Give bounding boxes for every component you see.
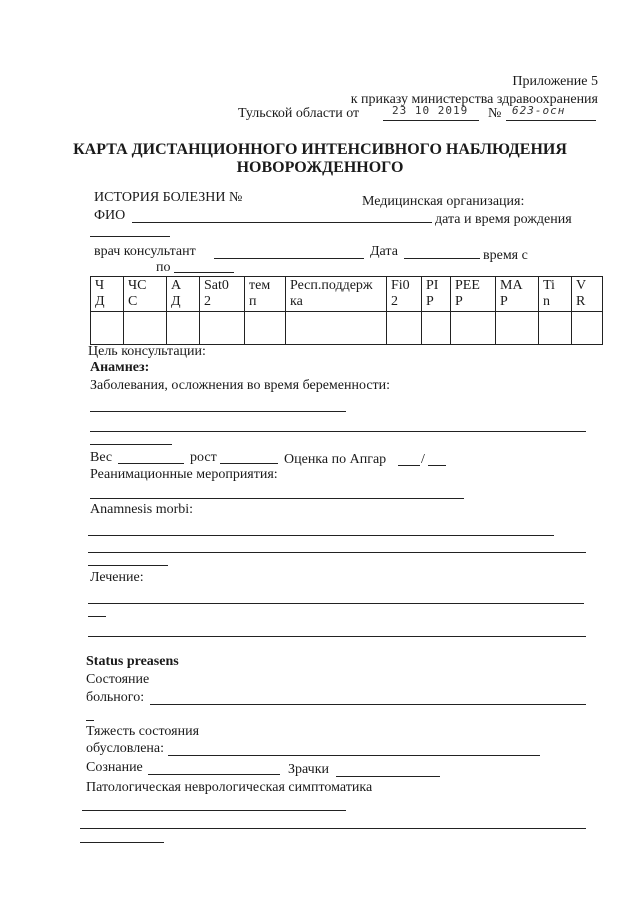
apgar-label: Оценка по Апгар: [284, 452, 387, 467]
vitals-value-cell[interactable]: [200, 312, 245, 345]
severity-label-1: Тяжесть состояния: [86, 724, 200, 739]
order-line: к приказу министерства здравоохранения: [350, 92, 598, 107]
consciousness-field[interactable]: [148, 774, 280, 775]
apgar-1min-field[interactable]: [398, 465, 420, 466]
pupils-field[interactable]: [336, 776, 440, 777]
neuro-line-3[interactable]: [80, 842, 164, 843]
neuro-line-1[interactable]: [82, 810, 346, 811]
vitals-header-cell: Sat0 2: [200, 277, 245, 312]
vitals-header-cell: Ч Д: [91, 277, 124, 312]
vitals-value-cell[interactable]: [245, 312, 286, 345]
resuscitation-label: Реанимационные мероприятия:: [90, 467, 278, 482]
vitals-value-cell[interactable]: [387, 312, 422, 345]
order-number: 623-осн: [512, 104, 566, 117]
region-prefix: Тульской области от: [238, 106, 360, 121]
vitals-header-row: [91, 277, 603, 312]
vitals-value-row: [91, 312, 603, 345]
vitals-value-cell[interactable]: [124, 312, 167, 345]
number-underline: [506, 120, 596, 121]
form-title-line1: КАРТА ДИСТАНЦИОННОГО ИНТЕНСИВНОГО НАБЛЮДЕНИЯ: [73, 141, 567, 158]
time-from-label: время с: [483, 248, 528, 263]
goal-label: Цель консультации:: [88, 344, 206, 359]
vitals-header-cell: Fi0 2: [387, 277, 422, 312]
vitals-value-cell[interactable]: [572, 312, 603, 345]
morbi-line-2[interactable]: [88, 552, 586, 553]
treatment-line-3[interactable]: [88, 636, 586, 637]
apgar-separator: /: [421, 452, 425, 467]
treatment-label: Лечение:: [90, 570, 144, 585]
resuscitation-line[interactable]: [90, 498, 464, 499]
date-label: Дата: [370, 244, 398, 259]
anamnesis-morbi-label: Anamnesis morbi:: [90, 502, 194, 517]
fio-field[interactable]: [132, 222, 432, 223]
height-field[interactable]: [220, 463, 278, 464]
treatment-line-1[interactable]: [88, 603, 584, 604]
vitals-value-cell[interactable]: [539, 312, 572, 345]
severity-field[interactable]: [168, 755, 540, 756]
vitals-header-cell: А Д: [167, 277, 200, 312]
vitals-header-cell: V R: [572, 277, 603, 312]
diseases-line-3[interactable]: [90, 444, 172, 445]
vitals-header-cell: Ti n: [539, 277, 572, 312]
anamnesis-heading: Анамнез:: [90, 360, 150, 375]
vitals-header-cell: Респ.поддерж ка: [286, 277, 387, 312]
state-field-cont[interactable]: [86, 720, 94, 721]
vitals-value-cell[interactable]: [286, 312, 387, 345]
vitals-table: [90, 276, 603, 345]
history-label: ИСТОРИЯ БОЛЕЗНИ №: [94, 190, 243, 205]
neuro-label: Патологическая неврологическая симптоматика: [86, 780, 373, 795]
time-to-field[interactable]: [174, 272, 234, 273]
state-label-2: больного:: [86, 690, 145, 705]
vitals-value-cell[interactable]: [451, 312, 496, 345]
diseases-line-2[interactable]: [90, 431, 586, 432]
height-label: рост: [190, 450, 217, 465]
weight-field[interactable]: [118, 463, 184, 464]
date-field[interactable]: [404, 258, 480, 259]
status-heading: Status preasens: [86, 654, 179, 669]
birth-label: дата и время рождения: [435, 212, 572, 227]
vitals-value-cell[interactable]: [422, 312, 451, 345]
vitals-header-cell: PEE P: [451, 277, 496, 312]
date-underline: [383, 120, 479, 121]
doctor-label: врач консультант: [94, 244, 196, 259]
vitals-value-cell[interactable]: [167, 312, 200, 345]
weight-label: Вес: [90, 450, 113, 465]
state-field[interactable]: [150, 704, 586, 705]
vitals-value-cell[interactable]: [91, 312, 124, 345]
morbi-line-1[interactable]: [88, 535, 554, 536]
vitals-header-cell: MA P: [496, 277, 539, 312]
vitals-header-cell: тем п: [245, 277, 286, 312]
vitals-header-cell: ЧС С: [124, 277, 167, 312]
apgar-5min-field[interactable]: [428, 465, 446, 466]
medical-org-label: Медицинская организация:: [362, 194, 525, 209]
vitals-value-cell[interactable]: [496, 312, 539, 345]
vitals-header-cell: PI P: [422, 277, 451, 312]
appendix-label: Приложение 5: [512, 74, 598, 89]
number-prefix: №: [488, 106, 502, 121]
birth-field[interactable]: [90, 236, 170, 237]
severity-label-2: обусловлена:: [86, 741, 165, 756]
diseases-line-1[interactable]: [90, 411, 346, 412]
order-date: 23 10 2019: [392, 104, 469, 117]
time-to-label: по: [156, 260, 171, 275]
neuro-line-2[interactable]: [80, 828, 586, 829]
state-label-1: Состояние: [86, 672, 150, 687]
fio-label: ФИО: [94, 208, 126, 223]
diseases-label: Заболевания, осложнения во время беременности:: [90, 378, 391, 393]
form-title-line2: НОВОРОЖДЕННОГО: [236, 159, 404, 176]
treatment-line-2[interactable]: [88, 616, 106, 617]
morbi-line-3[interactable]: [88, 565, 168, 566]
pupils-label: Зрачки: [288, 762, 330, 777]
doctor-field[interactable]: [214, 258, 364, 259]
consciousness-label: Сознание: [86, 760, 143, 775]
